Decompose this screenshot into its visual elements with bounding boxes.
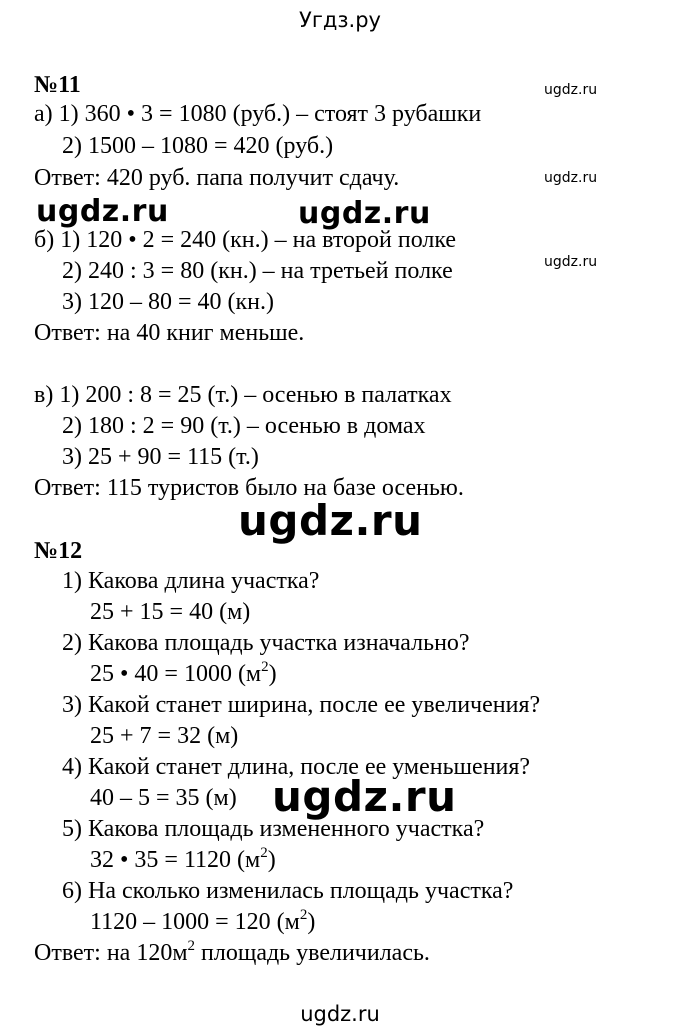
watermark: ugdz.ru: [544, 82, 598, 98]
task-11b-step-1: б) 1) 120 • 2 = 240 (кн.) – на второй полке: [34, 227, 457, 253]
task-12-question-3: 3) Какой станет ширина, после ее увеличения?: [62, 692, 541, 718]
task-12-calc-1: 25 + 15 = 40 (м): [90, 599, 251, 625]
task-12-calc-3: 25 + 7 = 32 (м): [90, 723, 239, 749]
task-12-calc-6: 1120 – 1000 = 120 $(м^2)$: [90, 907, 316, 935]
site-header: Угдз.ру: [299, 8, 381, 32]
watermark: ugdz.ru: [298, 196, 431, 231]
task-11b-step-3: 3) 120 – 80 = 40 (кн.): [62, 289, 275, 315]
watermark: ugdz.ru: [272, 772, 457, 821]
task-11a-step-2: 2) 1500 – 1080 = 420 (руб.): [62, 133, 334, 159]
task-12-question-4: 4) Какой станет длина, после ее уменьшения?: [62, 754, 531, 780]
site-footer: ugdz.ru: [300, 1002, 380, 1026]
task-12-calc-4: 40 – 5 = 35 (м): [90, 785, 237, 811]
task-12-question-1: 1) Какова длина участка?: [62, 568, 320, 594]
task-11b-step-2: 2) 240 : 3 = 80 (кн.) – на третьей полке: [62, 258, 453, 284]
task-11b-answer: Ответ: на 40 книг меньше.: [34, 320, 305, 346]
task-11v-step-1: в) 1) 200 : 8 = 25 (т.) – осенью в палатках: [34, 382, 452, 408]
task-12-calc-2: 25 • 40 = 1000 $(м^2)$: [90, 659, 277, 687]
watermark: ugdz.ru: [238, 496, 423, 545]
task-11a-answer: Ответ: 420 руб. папа получит сдачу.: [34, 165, 400, 191]
task-12-title: №12: [34, 538, 83, 564]
task-11v-step-2: 2) 180 : 2 = 90 (т.) – осенью в домах: [62, 413, 426, 439]
task-11-title: №11: [34, 72, 81, 98]
task-12-question-6: 6) На сколько изменилась площадь участка?: [62, 878, 514, 904]
task-11a-step-1: а) 1) 360 • 3 = 1080 (руб.) – стоят 3 рубашки: [34, 101, 482, 127]
task-12-answer: Ответ: на $120м^2$ площадь увеличилась.: [34, 938, 430, 966]
watermark: ugdz.ru: [544, 170, 598, 186]
task-12-question-2: 2) Какова площадь участка изначально?: [62, 630, 470, 656]
task-12-calc-5: 32 • 35 = 1120 $(м^2)$: [90, 845, 276, 873]
task-11v-step-3: 3) 25 + 90 = 115 (т.): [62, 444, 259, 470]
task-12-question-5: 5) Какова площадь измененного участка?: [62, 816, 485, 842]
watermark: ugdz.ru: [36, 194, 169, 229]
watermark: ugdz.ru: [544, 254, 598, 270]
task-11v-answer: Ответ: 115 туристов было на базе осенью.: [34, 475, 464, 501]
